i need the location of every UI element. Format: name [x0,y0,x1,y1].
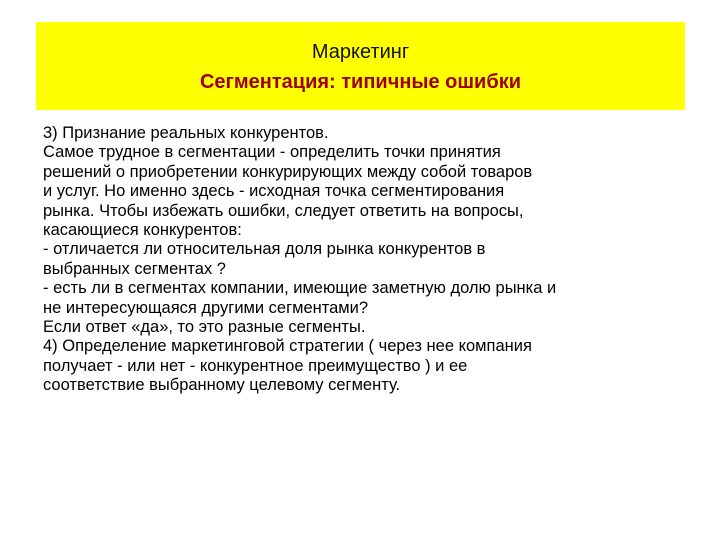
text-line: рынка. Чтобы избежать ошибки, следует ответить на вопросы, [43,201,524,220]
text-line: - отличается ли относительная доля рынка конкурентов в [43,240,486,259]
item-4-paragraph [43,337,683,395]
text-line: касающиеся конкурентов: [43,221,242,240]
answer-line [43,318,683,337]
slide-subject: Маркетинг [311,41,410,63]
slide-title: Сегментация: типичные ошибки [199,71,522,93]
question-1 [43,240,683,279]
intro-paragraph [43,143,683,240]
text-line: - есть ли в сегментах компании, имеющие заметную долю рынка и [43,279,557,298]
slide-body [43,124,683,396]
text-line: и услуг. Но именно здесь - исходная точка сегментирования [43,182,505,201]
title-banner [36,22,685,110]
item-3-heading [43,124,683,143]
text-line: не интересующаяся другими сегментами? [43,298,369,317]
text-line: Самое трудное в сегментации - определить точки принятия [43,143,501,162]
text-line: соответствие выбранному целевому сегменту. [43,376,401,395]
text-line: получает - или нет - конкурентное преимущество ) и ее [43,356,468,375]
question-2 [43,279,683,318]
text-line: решений о приобретении конкурирующих между собой товаров [43,162,533,181]
text-line: 3) Признание реальных конкурентов. [43,124,329,142]
text-line: 4) Определение маркетинговой стратегии ( через нее компания [43,337,532,356]
text-line: Если ответ «да», то это разные сегменты. [43,318,366,337]
text-line: выбранных сегментах ? [43,259,226,278]
